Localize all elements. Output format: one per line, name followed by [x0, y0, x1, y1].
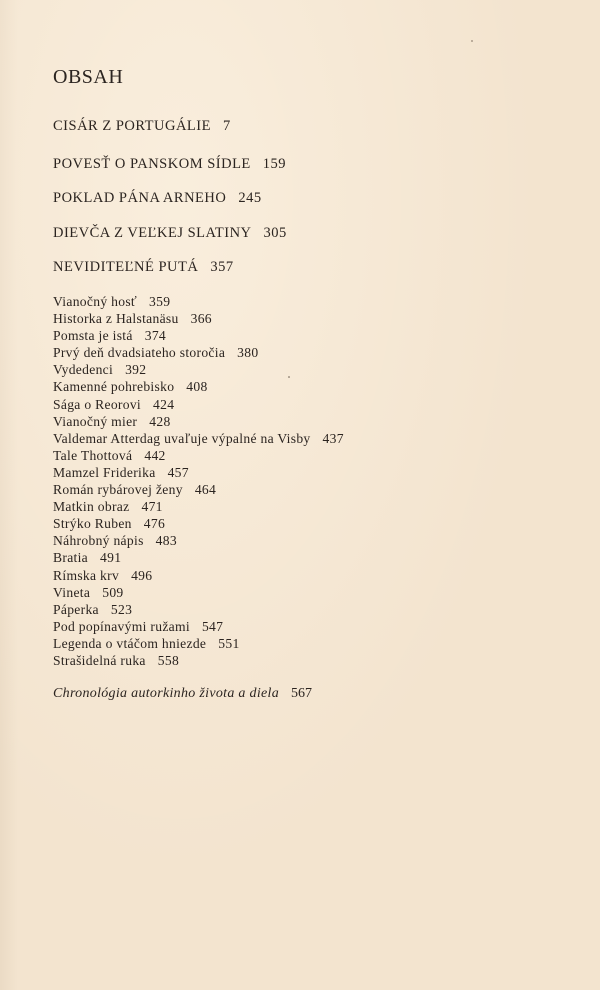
toc-major-entry [53, 190, 262, 207]
toc-entry-page: 380 [237, 345, 259, 361]
toc-entry-title: Kamenné pohrebisko [53, 379, 175, 395]
toc-entry-page: 551 [218, 635, 240, 651]
toc-major-entry [53, 225, 287, 242]
toc-entry-title: Bratia [53, 550, 89, 566]
toc-story-entry [53, 601, 344, 618]
toc-entry-title: CISÁR Z PORTUGÁLIE [53, 118, 211, 134]
toc-entry-page: 558 [157, 652, 180, 668]
toc-entry-title: Sága o Reorovi [53, 396, 142, 412]
toc-entry-title: Vydedenci [53, 362, 114, 378]
toc-entry-page: 408 [186, 379, 208, 395]
toc-entry-title: DIEVČA Z VEĽKEJ SLATINY [53, 225, 252, 241]
toc-entry-title: POVESŤ O PANSKOM SÍDLE [53, 156, 251, 172]
toc-story-entry [53, 567, 344, 584]
toc-major-entry [53, 156, 286, 173]
toc-entry-page: 464 [194, 482, 217, 498]
toc-entry-page: 245 [238, 190, 262, 206]
toc-entry-title: Pomsta je istá [53, 328, 133, 344]
toc-entry-title: Prvý deň dvadsiateho storočia [53, 345, 226, 361]
toc-heading: OBSAH [53, 66, 124, 88]
toc-story-entry [53, 549, 344, 566]
toc-entry-page: 471 [141, 499, 163, 515]
toc-entry-title: Chronológia autorkinho života a diela [53, 686, 280, 701]
toc-entry-page: 159 [262, 156, 287, 172]
toc-story-entry [53, 396, 344, 413]
paper-speck [288, 376, 290, 378]
toc-entry-title: Strašidelná ruka [53, 652, 146, 668]
toc-appendix-entry [53, 686, 312, 702]
toc-story-entry [53, 447, 344, 464]
toc-story-entry [53, 532, 344, 549]
toc-story-entry [53, 361, 344, 378]
toc-entry-page: 7 [222, 118, 231, 134]
toc-story-entry [53, 413, 344, 430]
toc-entry-title: Vianočný mier [53, 413, 138, 429]
toc-story-entry [53, 635, 344, 652]
toc-entry-page: 392 [125, 362, 147, 378]
toc-entry-page: 496 [131, 567, 153, 583]
toc-entry-title: Tale Thottová [53, 447, 133, 463]
toc-entry-page: 491 [100, 550, 122, 566]
toc-major-entry [53, 118, 231, 135]
toc-entry-title: Matkin obraz [53, 499, 130, 515]
toc-story-entry [53, 327, 344, 344]
toc-entry-title: Legenda o vtáčom hniezde [53, 635, 207, 651]
toc-entry-title: Vianočný hosť [53, 294, 138, 309]
toc-story-entry [53, 310, 344, 327]
toc-entry-title: NEVIDITEĽNÉ PUTÁ [53, 259, 199, 275]
toc-entry-page: 305 [263, 225, 287, 241]
toc-entry-page: 428 [149, 413, 171, 429]
toc-story-entry [53, 584, 344, 601]
toc-entry-page: 442 [144, 447, 166, 463]
toc-story-entry [53, 430, 344, 447]
toc-entry-title: Mamzel Friderika [53, 464, 156, 480]
toc-entry-title: Román rybárovej ženy [53, 482, 183, 498]
toc-entry-title: Náhrobný nápis [53, 533, 144, 549]
toc-story-entry [53, 515, 344, 532]
toc-entry-title: Strýko Ruben [53, 516, 132, 532]
toc-entry-title: POKLAD PÁNA ARNEHO [53, 190, 227, 206]
toc-entry-page: 567 [291, 686, 313, 701]
toc-entry-title: Historka z Halstanäsu [53, 311, 179, 327]
toc-entry-page: 457 [167, 464, 189, 480]
toc-entry-title: Rímska krv [53, 567, 120, 583]
paper-speck [471, 40, 473, 42]
toc-entry-page: 483 [155, 533, 177, 549]
toc-entry-page: 366 [190, 311, 212, 327]
toc-entry-page: 509 [102, 584, 124, 600]
toc-entry-page: 359 [149, 294, 171, 309]
toc-entry-title: Pod popínavými ružami [53, 618, 190, 634]
toc-entry-page: 437 [322, 430, 344, 446]
toc-entry-title: Vineta [53, 584, 91, 600]
toc-story-entry [53, 652, 344, 669]
toc-story-entry [53, 344, 344, 361]
toc-story-entry [53, 378, 344, 395]
toc-story-entry [53, 464, 344, 481]
toc-entry-page: 547 [201, 618, 224, 634]
toc-entry-title: Páperka [53, 601, 99, 617]
toc-story-list [53, 293, 344, 669]
toc-story-entry [53, 481, 344, 498]
toc-story-entry [53, 498, 344, 515]
toc-entry-page: 424 [153, 396, 175, 412]
toc-story-entry [53, 618, 344, 635]
toc-entry-title: Valdemar Atterdag uvaľuje výpalné na Visby [53, 430, 311, 446]
toc-entry-page: 523 [110, 601, 133, 617]
toc-major-entry [53, 259, 234, 276]
toc-story-entry [53, 293, 344, 310]
toc-entry-page: 357 [210, 259, 234, 275]
toc-entry-page: 476 [143, 516, 166, 532]
toc-entry-page: 374 [144, 328, 167, 344]
